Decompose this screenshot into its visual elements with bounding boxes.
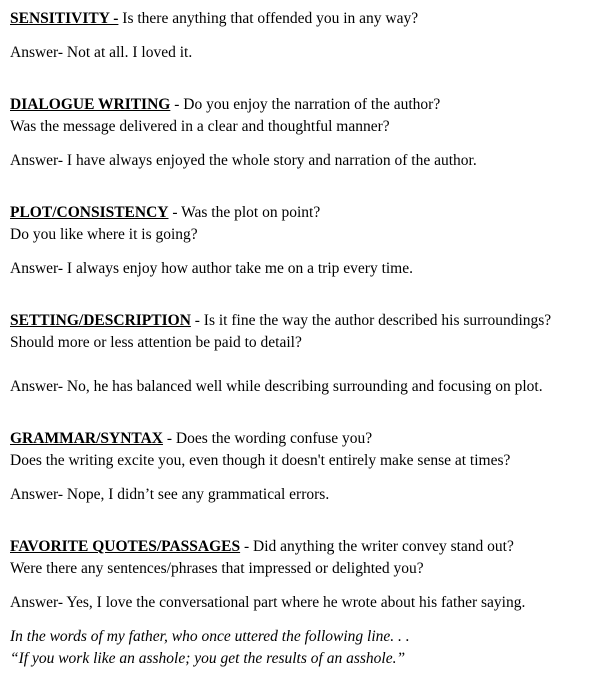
answer-sensitivity: Answer- Not at all. I loved it.: [10, 44, 193, 61]
answer-dialogue-writing: Answer- I have always enjoyed the whole story and narration of the author.: [10, 152, 477, 169]
question-dialogue-writing: [10, 94, 590, 116]
question-text-plot-consistency: - Was the plot on point?: [168, 204, 321, 221]
question-setting-description: [10, 310, 590, 354]
answer-grammar-syntax: Answer- Nope, I didn’t see any grammatical errors.: [10, 486, 330, 503]
question-line2-plot-consistency: Do you like where it is going?: [10, 226, 198, 243]
question-text-setting-description: - Is it fine the way the author described his surroundings? Should more or less attention be paid to detail?: [10, 312, 552, 351]
heading-sensitivity: SENSITIVITY -: [10, 10, 119, 27]
question-favorite-quotes: [10, 536, 590, 558]
quote-block: [10, 626, 590, 670]
question-text-grammar-syntax: - Does the wording confuse you?: [162, 430, 373, 447]
question-text-sensitivity: Is there anything that offended you in any way?: [118, 10, 419, 27]
answer-setting-description: Answer- No, he has balanced well while describing surrounding and focusing on plot.: [10, 378, 543, 395]
answer-plot-consistency: Answer- I always enjoy how author take me on a trip every time.: [10, 260, 413, 277]
question-plot-consistency: [10, 202, 590, 224]
quote-line-1: In the words of my father, who once uttered the following line. . .: [10, 628, 410, 645]
question-text-favorite-quotes: - Did anything the writer convey stand out?: [240, 538, 514, 555]
section-setting-description: [10, 310, 590, 398]
heading-grammar-syntax: GRAMMAR/SYNTAX: [10, 430, 163, 447]
heading-plot-consistency: PLOT/CONSISTENCY: [10, 204, 169, 221]
quote-line-2: “If you work like an asshole; you get the results of an asshole.”: [10, 650, 406, 667]
answer-favorite-quotes: Answer- Yes, I love the conversational part where he wrote about his father saying.: [10, 594, 526, 611]
heading-favorite-quotes: FAVORITE QUOTES/PASSAGES: [10, 538, 241, 555]
section-grammar-syntax: [10, 428, 590, 506]
question-sensitivity: [10, 8, 590, 30]
section-plot-consistency: [10, 202, 590, 280]
question-text-dialogue-writing: - Do you enjoy the narration of the author?: [170, 96, 441, 113]
section-favorite-quotes: [10, 536, 590, 614]
question-line2-grammar-syntax: Does the writing excite you, even though it doesn't entirely make sense at times?: [10, 452, 511, 469]
heading-dialogue-writing: DIALOGUE WRITING: [10, 96, 171, 113]
question-line2-favorite-quotes: Were there any sentences/phrases that impressed or delighted you?: [10, 560, 424, 577]
section-dialogue-writing: [10, 94, 590, 172]
question-line2-dialogue-writing: Was the message delivered in a clear and thoughtful manner?: [10, 118, 390, 135]
section-sensitivity: [10, 8, 590, 64]
question-grammar-syntax: [10, 428, 590, 450]
heading-setting-description: SETTING/DESCRIPTION: [10, 312, 191, 329]
